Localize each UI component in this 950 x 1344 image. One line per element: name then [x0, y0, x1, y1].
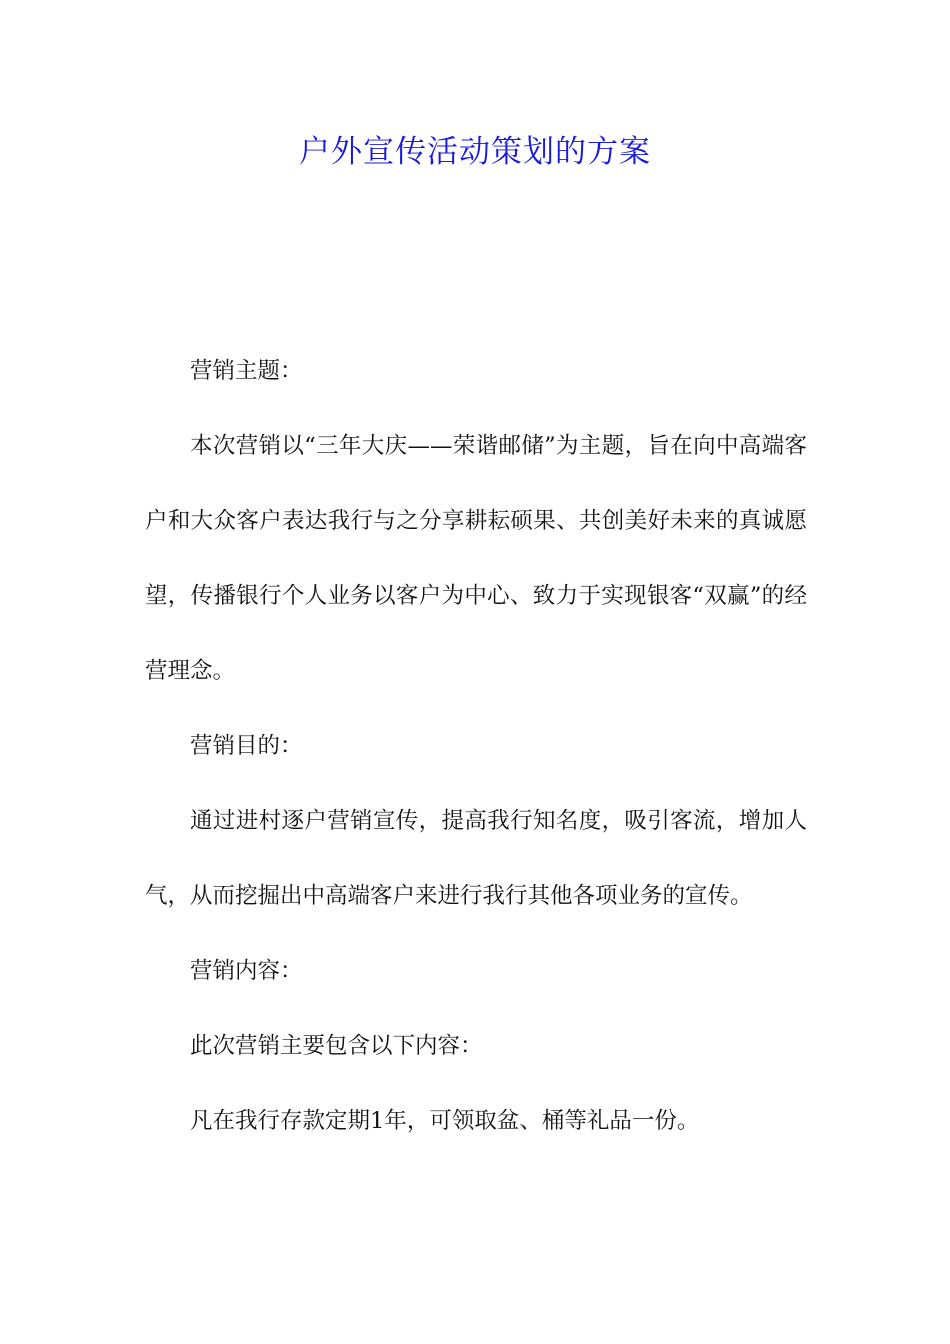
- document-body: [145, 334, 807, 1159]
- paragraph-heading-theme: 营销主题：: [190, 358, 303, 384]
- paragraph-heading-content: 营销内容：: [190, 958, 303, 984]
- document-title: 户外宣传活动策划的方案: [299, 134, 651, 170]
- paragraph-content-item: 凡在我行存款定期1年，可领取盆、桶等礼品一份。: [190, 1108, 700, 1134]
- paragraph-heading-purpose: 营销目的：: [190, 733, 303, 759]
- paragraph-purpose-content: 通过进村逐户营销宣传，提高我行知名度，吸引客流，增加人气，从而挖掘出中高端客户来进行我行其他各项业务的宣传。: [145, 808, 807, 909]
- paragraph-theme-content: 本次营销以“三年大庆——荣谐邮储”为主题，旨在向中高端客户和大众客户表达我行与之分享耕耘硕果、共创美好未来的真诚愿望，传播银行个人业务以客户为中心、致力于实现银客“双赢”的经营理念。: [145, 433, 807, 684]
- paragraph-content-intro: 此次营销主要包含以下内容：: [190, 1033, 483, 1059]
